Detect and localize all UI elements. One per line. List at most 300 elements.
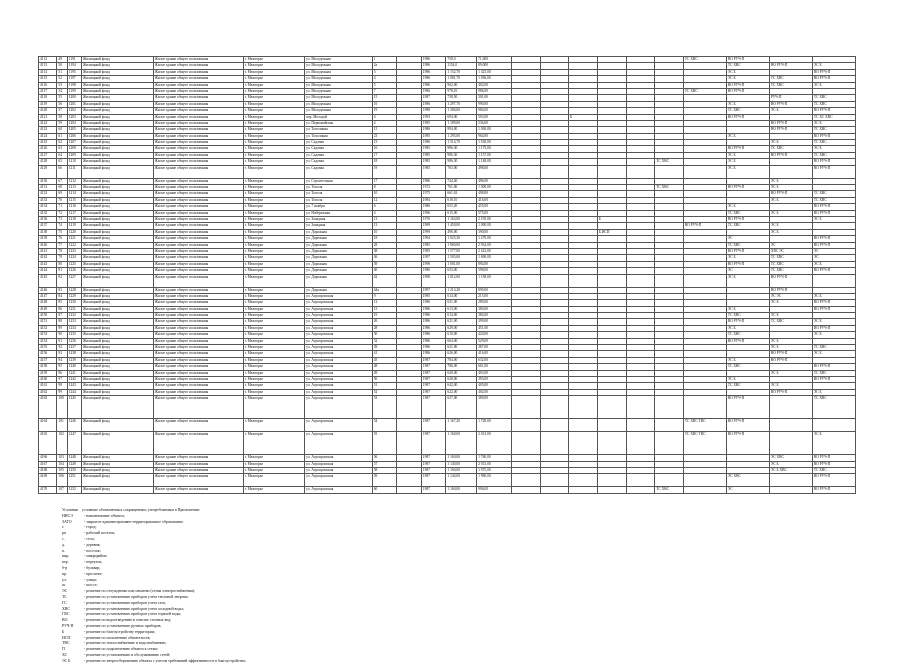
table-cell: ТС ХВС [726, 364, 769, 370]
table-cell: 498,00 [477, 191, 512, 197]
table-cell: Жилое здание общего пользования [153, 140, 243, 146]
table-cell: Жилищный фонд [81, 101, 153, 107]
table-cell: ТС ХВС [812, 152, 855, 158]
table-cell: 761,00 [446, 185, 477, 191]
table-cell: 15 [372, 95, 397, 101]
table-cell: ЭС Б [726, 101, 769, 107]
table-cell: ул. 7 ноября [305, 204, 373, 210]
table-cell: ЭС Б [769, 197, 812, 203]
table-cell: 58 [372, 467, 397, 473]
table-cell: ТС ХВС [812, 101, 855, 107]
table-cell: 73 [57, 216, 67, 222]
table-cell: Жилищный фонд [81, 133, 153, 139]
table-cell: г. Межгорье [243, 432, 304, 455]
table-cell: 1998 [421, 261, 446, 267]
table-cell: 393,00 [477, 376, 512, 382]
table-cell: ЭС Б [769, 370, 812, 376]
table-cell: ул. Молодежная [305, 101, 373, 107]
table-cell: г. Межгорье [243, 204, 304, 210]
table-cell: ВО РУЧ-П [812, 487, 855, 493]
table-cell: 1986 [421, 63, 446, 69]
table-cell: 1 980,00 [477, 474, 512, 487]
table-cell: 1986 [421, 178, 446, 184]
table-cell: 1 001,00 [446, 261, 477, 267]
table-cell: 1218 [67, 216, 81, 222]
table-cell: 1986 [421, 127, 446, 133]
table-cell: 15 [372, 306, 397, 312]
table-cell: ТС ХС ХВС [812, 114, 855, 120]
table-cell: ул. Дорожная [305, 229, 373, 235]
table-cell: 996,00 [477, 487, 512, 493]
legend-key: с. [62, 536, 65, 541]
legend-text: - решение по установлению приборов учета газа; [84, 600, 166, 605]
table-cell: 19 [372, 108, 397, 114]
table-row [39, 487, 856, 493]
table-cell: 98 [57, 383, 67, 389]
table-cell: ВО РУЧ-П [769, 274, 812, 287]
table-cell: г. Межгорье [243, 63, 304, 69]
table-cell: Жилищный фонд [81, 338, 153, 344]
legend-key: ул. [62, 577, 67, 582]
table-cell: 2 013,00 [477, 461, 512, 467]
table-cell: ул. Агропромская [305, 487, 373, 493]
table-cell: г. Межгорье [243, 76, 304, 82]
table-cell: 1 144,00 [446, 474, 477, 487]
table-cell: 1987 [421, 432, 446, 455]
legend-line [62, 659, 842, 665]
table-cell: ТС ХВС [726, 332, 769, 338]
table-cell: ВО РУЧ-П [726, 248, 769, 254]
table-cell: 4153 [39, 332, 57, 338]
table-cell: 4114 [39, 69, 57, 75]
table-cell: ул. Молодежная [305, 69, 373, 75]
table-cell [683, 165, 726, 178]
table-cell: ЭС Б [812, 389, 855, 395]
table-cell: ул. Садовая [305, 165, 373, 178]
table-cell: ЭС ЭС [769, 293, 812, 299]
table-cell: 75 [57, 229, 67, 235]
table-cell: 4152 [39, 325, 57, 331]
table-cell: Жилое здание общего пользования [153, 191, 243, 197]
table-cell: 4161 [39, 383, 57, 389]
table-cell: 1986 [421, 69, 446, 75]
table-cell: 66 [57, 165, 67, 178]
table-cell: 1 158,00 [477, 274, 512, 287]
table-cell: ЭС [812, 248, 855, 254]
table-cell [597, 487, 626, 493]
legend-text: - город; [84, 525, 97, 530]
table-cell: г. Межгорье [243, 383, 304, 389]
table-cell: ул. Агропромская [305, 432, 373, 455]
table-cell: 103 [57, 455, 67, 461]
table-cell: 71 [57, 204, 67, 210]
table-cell: 1 860,00 [446, 242, 477, 248]
table-cell: г. Межгорье [243, 191, 304, 197]
legend-text: - поселок; [84, 548, 101, 553]
table-cell: 633,00 [446, 268, 477, 274]
table-cell: Жилое здание общего пользования [153, 210, 243, 216]
table-cell: 1985 [421, 159, 446, 165]
table-cell: 60 [372, 487, 397, 493]
table-cell: Жилое здание общего пользования [153, 300, 243, 306]
table-cell: 1986 [421, 76, 446, 82]
table-cell: Жилищный фонд [81, 261, 153, 267]
table-cell: ВО РУЧ-П [812, 204, 855, 210]
table-cell [626, 274, 655, 287]
table-cell: 4127 [39, 152, 57, 158]
table-cell: Жилищный фонд [81, 127, 153, 133]
table-cell: ЭС [812, 255, 855, 261]
table-cell: ТС ХВС [726, 242, 769, 248]
table-cell [569, 419, 598, 432]
table-cell: 1985 [421, 242, 446, 248]
table-cell: 984,00 [477, 108, 512, 114]
table-cell [812, 274, 855, 287]
legend-block [62, 508, 842, 665]
legend-text: - переулок; [84, 560, 103, 565]
table-cell [511, 487, 540, 493]
table-cell: 17 [372, 178, 397, 184]
table-cell: Жилищный фонд [81, 178, 153, 184]
table-cell: 4143 [39, 261, 57, 267]
table-cell: Б ИСП [597, 229, 626, 235]
table-cell: Жилое здание общего пользования [153, 133, 243, 139]
table-cell: ул. Агропромская [305, 419, 373, 432]
table-cell: 301,00 [477, 95, 512, 101]
table-cell: ул. Садовая [305, 152, 373, 158]
table-cell: г. Межгорье [243, 108, 304, 114]
table-cell: 1987 [421, 383, 446, 389]
table-row [39, 419, 856, 432]
table-cell: ул. Тополя [305, 197, 373, 203]
table-cell: 4142 [39, 255, 57, 261]
table-cell: ул. Молодежная [305, 95, 373, 101]
legend-key: ВО [62, 618, 68, 623]
table-cell: 4148 [39, 300, 57, 306]
table-cell: 4131 [39, 185, 57, 191]
table-cell: Жилое здание общего пользования [153, 57, 243, 63]
table-cell: 4158 [39, 364, 57, 370]
table-cell: 986,30 [446, 159, 477, 165]
legend-text: - наименование объекта; [84, 513, 125, 518]
table-cell: 1154,0 [446, 63, 477, 69]
table-cell: ул. Дорожная [305, 268, 373, 274]
table-cell: 621,00 [446, 319, 477, 325]
table-cell: 1232 [67, 313, 81, 319]
table-cell: ЭС Б [812, 63, 855, 69]
table-cell: 1997 [421, 255, 446, 261]
table-cell: 85 [57, 300, 67, 306]
table-cell: г. Межгорье [243, 210, 304, 216]
table-cell [597, 274, 626, 287]
table-cell: 1206 [67, 133, 81, 139]
table-cell: Жилое здание общего пользования [153, 255, 243, 261]
table-cell: ВО РУЧ-П [812, 364, 855, 370]
table-cell: 1222 [67, 242, 81, 248]
table-cell: пер. Молодой [305, 114, 373, 120]
table-cell [655, 274, 684, 287]
table-cell [597, 396, 626, 419]
table-cell: ВО РУЧ-П [769, 101, 812, 107]
table-cell: 95 [57, 364, 67, 370]
table-cell: 4125 [39, 140, 57, 146]
table-cell: ТС ХВС [812, 95, 855, 101]
table-cell: 69 [57, 191, 67, 197]
table-cell: 61 [57, 133, 67, 139]
legend-text: - решение по теплоснабжению и водоснабжению; [84, 641, 167, 646]
table-cell: 84 [57, 293, 67, 299]
table-cell: 384,00 [477, 313, 512, 319]
table-cell: 661,00 [477, 364, 512, 370]
table-cell: Жилищный фонд [81, 306, 153, 312]
table-cell: 503,00 [477, 114, 512, 120]
table-cell: Жилое здание общего пользования [153, 338, 243, 344]
table-cell: ТС ХВС [655, 159, 684, 165]
table-cell: 1240 [67, 364, 81, 370]
table-cell: ВО РУЧ-П [812, 325, 855, 331]
table-cell: 4168 [39, 467, 57, 473]
table-cell [683, 274, 726, 287]
table-cell: ул. Молодежная [305, 63, 373, 69]
table-cell: 1 025,30 [446, 236, 477, 242]
table-cell [511, 419, 540, 432]
table-cell: ЭС [726, 268, 769, 274]
table-cell: 399,00 [477, 319, 512, 325]
table-cell: 1987 [421, 455, 446, 461]
table-cell: Жилищный фонд [81, 274, 153, 287]
table-cell: ВО РУЧ-П [812, 306, 855, 312]
table-cell: ул. Молодежная [305, 82, 373, 88]
table-cell: 1985 [421, 146, 446, 152]
table-cell: 1 514,70 [446, 140, 477, 146]
table-cell: Жилое здание общего пользования [153, 185, 243, 191]
table-cell: 8 [372, 185, 397, 191]
table-cell: г. Межгорье [243, 127, 304, 133]
table-cell: Жилое здание общего пользования [153, 216, 243, 222]
table-cell: Жилое здание общего пользования [153, 82, 243, 88]
table-cell: 1250 [67, 467, 81, 473]
table-cell: 64 [57, 152, 67, 158]
table-cell: 1244 [67, 389, 81, 395]
table-cell: 1211 [67, 165, 81, 178]
table-cell: Жилищный фонд [81, 461, 153, 467]
table-cell: ВО РУЧ-П [812, 159, 855, 165]
table-cell: ЭС Б [812, 319, 855, 325]
table-cell: 1997 [421, 287, 446, 293]
table-cell [397, 474, 422, 487]
table-cell: 1972 [421, 185, 446, 191]
table-cell: 1 450,00 [446, 223, 477, 229]
table-cell: 894,00 [477, 261, 512, 267]
table-cell: ул. Тополя [305, 191, 373, 197]
table-cell: ВО РУЧ-П [726, 396, 769, 419]
table-cell: Жилищный фонд [81, 120, 153, 126]
table-cell: ВО РУЧ-П [769, 287, 812, 293]
table-cell: 54 [57, 88, 67, 94]
table-cell: 1241 [67, 370, 81, 376]
table-cell: 4 [372, 120, 397, 126]
table-row [39, 396, 856, 419]
table-cell: 4 [372, 210, 397, 216]
legend-key: ХВС [62, 606, 70, 611]
table-cell: 4140 [39, 242, 57, 248]
table-cell: 89,000 [477, 63, 512, 69]
table-cell: 4144 [39, 268, 57, 274]
table-cell: 71,000 [477, 57, 512, 63]
table-cell: 1986 [421, 319, 446, 325]
table-cell: 1233 [67, 319, 81, 325]
table-cell: ул. Дорожная [305, 248, 373, 254]
table-cell: Жилищный фонд [81, 197, 153, 203]
table-cell: 4146 [39, 287, 57, 293]
table-cell: ЭС Б [769, 210, 812, 216]
table-cell: 1251 [67, 474, 81, 487]
table-cell: 50 [372, 376, 397, 382]
table-cell [769, 396, 812, 419]
table-cell: ул. Дорожная [305, 242, 373, 248]
table-cell: 4112 [39, 57, 57, 63]
table-cell: 986,00 [477, 88, 512, 94]
legend-key: РУЧ-П [62, 623, 74, 628]
table-cell: 4139 [39, 236, 57, 242]
table-cell: 1 167,20 [446, 419, 477, 432]
table-cell: ул. Агропромская [305, 325, 373, 331]
table-cell: 1994 [421, 236, 446, 242]
table-cell: 1987 [421, 95, 446, 101]
table-cell: 1213 [67, 185, 81, 191]
table-cell: г. Межгорье [243, 306, 304, 312]
table-cell: 65 [57, 159, 67, 165]
table-cell: 1 760,00 [477, 455, 512, 461]
table-cell: Жилищный фонд [81, 216, 153, 222]
table-cell: 87 [57, 313, 67, 319]
table-cell: 86 [57, 306, 67, 312]
table-cell: 1234 [67, 325, 81, 331]
table-cell: Жилое здание общего пользования [153, 364, 243, 370]
legend-text: - решение по установлению приборов учета горячей воды; [84, 612, 182, 617]
table-cell: Жилищный фонд [81, 108, 153, 114]
table-cell: 4155 [39, 345, 57, 351]
table-cell: Жилое здание общего пользования [153, 319, 243, 325]
table-cell: ТС ХВС [812, 127, 855, 133]
legend-text: - решение по установлению приборов учета тепловой энергии; [84, 594, 189, 599]
table-cell: 1987 [421, 364, 446, 370]
table-cell: Жилое здание общего пользования [153, 261, 243, 267]
table-cell: Жилищный фонд [81, 248, 153, 254]
register-table-body [39, 57, 856, 494]
table-cell: 4113 [39, 63, 57, 69]
table-cell: Жилое здание общего пользования [153, 467, 243, 473]
table-cell [597, 432, 626, 455]
table-cell: 1 530,00 [477, 140, 512, 146]
table-cell: 387,00 [477, 345, 512, 351]
table-cell [812, 419, 855, 432]
table-cell: Жилищный фонд [81, 95, 153, 101]
table-cell: ТС ХВС [769, 82, 812, 88]
table-cell: ТС ХВС [812, 191, 855, 197]
table-cell: ул. Агропромская [305, 383, 373, 389]
table-cell: ТС ХВС [655, 185, 684, 191]
table-cell: ВО РУЧ-П [812, 210, 855, 216]
table-cell: ЭС [726, 487, 769, 493]
table-cell: 1 [372, 57, 397, 63]
table-cell: 62 [57, 140, 67, 146]
table-cell: 76 [57, 236, 67, 242]
table-cell: ВО РУЧ-П [812, 300, 855, 306]
table-cell: ЭС Б [726, 255, 769, 261]
table-cell: Жилищный фонд [81, 191, 153, 197]
table-cell: 52 [57, 76, 67, 82]
table-cell: ТС ХВС [769, 268, 812, 274]
table-cell: 70 [57, 197, 67, 203]
table-cell: ВО РУЧ-П [726, 419, 769, 432]
table-cell: ул. Дорожная [305, 255, 373, 261]
table-cell [540, 432, 569, 455]
table-cell: 1 030,00 [477, 127, 512, 133]
table-cell: 1976 [421, 216, 446, 222]
table-cell: ТС ХВС [726, 210, 769, 216]
table-cell: 389,00 [477, 396, 512, 419]
table-cell: Жилое здание общего пользования [153, 376, 243, 382]
table-cell: ул. Агропромская [305, 345, 373, 351]
table-cell: 4136 [39, 216, 57, 222]
table-cell: Жилищный фонд [81, 293, 153, 299]
table-cell: 1215 [67, 197, 81, 203]
table-cell: 1252 [67, 487, 81, 493]
table-cell: Жилое здание общего пользования [153, 487, 243, 493]
table-cell: г. Межгорье [243, 376, 304, 382]
table-cell: ЭС Б [726, 204, 769, 210]
table-cell: 94 [57, 357, 67, 363]
table-cell: ул. Агропромская [305, 467, 373, 473]
table-cell: 4121 [39, 114, 57, 120]
table-cell: 4156 [39, 351, 57, 357]
table-cell: ТС ХВС [726, 63, 769, 69]
table-cell: 4145 [39, 274, 57, 287]
table-row [39, 432, 856, 455]
table-cell: 4169 [39, 474, 57, 487]
table-cell: 48 [372, 364, 397, 370]
table-cell: ЭС Б [769, 223, 812, 229]
table-cell: 1249 [67, 461, 81, 467]
table-cell: 1987 [421, 419, 446, 432]
legend-key: ТВС [62, 641, 70, 646]
table-cell: ВО РУЧ-П [726, 319, 769, 325]
table-cell: ЭС [769, 242, 812, 248]
table-cell: 4162 [39, 389, 57, 395]
table-cell: г. Межгорье [243, 159, 304, 165]
table-cell: 19 [372, 313, 397, 319]
table-cell: ВО РУЧ-П [769, 127, 812, 133]
table-cell: ул. Агропромская [305, 357, 373, 363]
table-cell [626, 419, 655, 432]
table-cell: ЭС ХВС [769, 455, 812, 461]
table-cell: 4164 [39, 419, 57, 432]
table-cell: 1245 [67, 396, 81, 419]
table-cell [597, 419, 626, 432]
table-cell: 4132 [39, 191, 57, 197]
table-cell: ул. Агропромская [305, 461, 373, 467]
table-cell: Жилищный фонд [81, 57, 153, 63]
legend-text: - решение по водоотведению и очистке сточных вод; [84, 618, 172, 623]
table-cell: Жилое здание общего пользования [153, 152, 243, 158]
table-cell: 1987 [421, 396, 446, 419]
table-cell: Жилое здание общего пользования [153, 242, 243, 248]
table-cell: ЭС Б [812, 120, 855, 126]
table-cell: 4147 [39, 293, 57, 299]
table-cell: ВО РУЧ-П [683, 223, 726, 229]
table-cell: Жилое здание общего пользования [153, 313, 243, 319]
